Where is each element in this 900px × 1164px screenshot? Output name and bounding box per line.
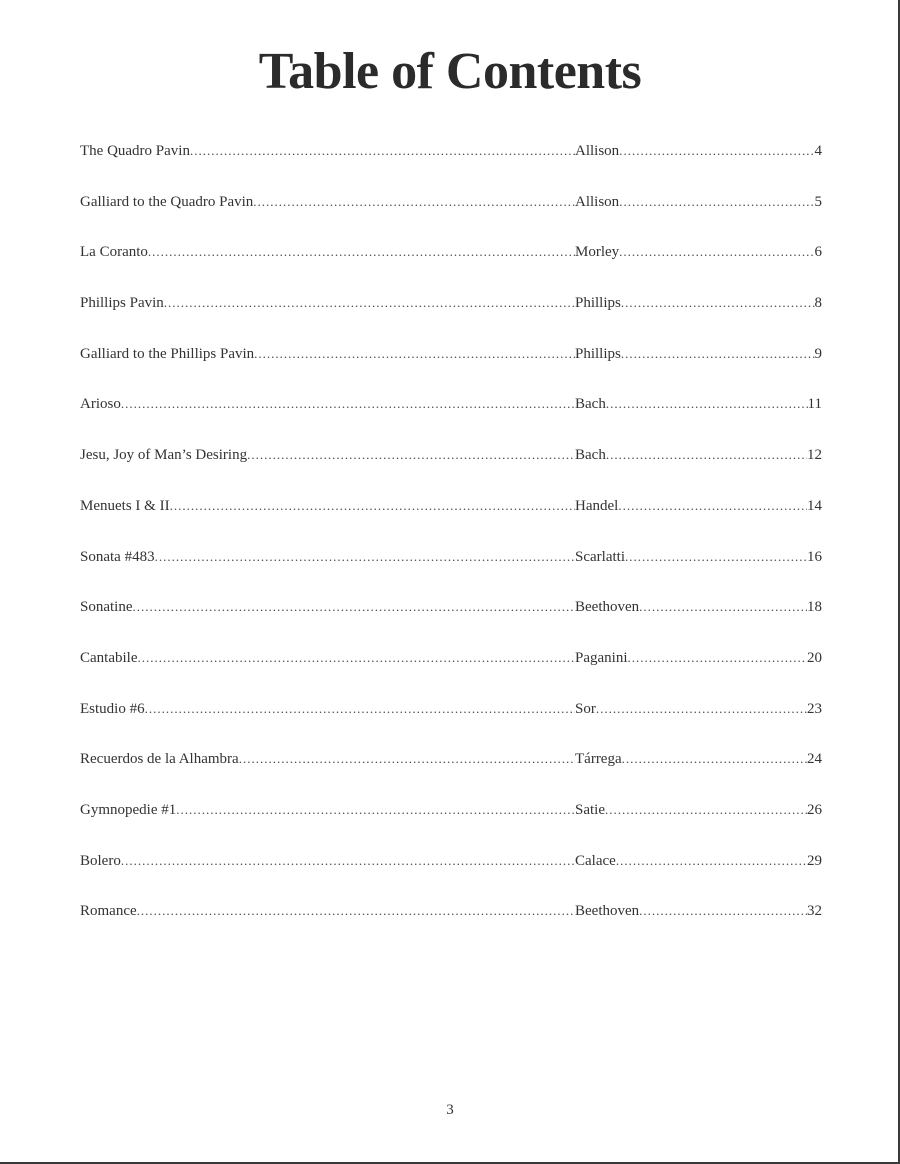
toc-entry [80,241,822,292]
page-number: 14 [807,497,822,514]
dot-leader [618,495,807,517]
composer-name: Satie [575,801,605,818]
composer-name: Phillips [575,295,621,312]
dot-leader [247,444,575,466]
toc-entry [80,343,822,394]
dot-leader [239,748,575,770]
piece-title: Galliard to the Quadro Pavin [80,193,254,210]
toc-entry [80,393,822,444]
dot-leader [606,393,808,415]
dot-leader [622,748,807,770]
dot-leader [176,799,575,821]
composer-name: Sor [575,700,596,717]
composer-name: Handel [575,497,619,514]
dot-leader [148,241,575,263]
dot-leader [606,444,807,466]
composer-name: Morley [575,244,620,261]
composer-name: Beethoven [575,599,640,616]
piece-title: Cantabile [80,649,138,666]
page-number: 29 [807,852,822,869]
toc-entry [80,596,822,647]
page-number: 12 [807,447,822,464]
piece-title: Bolero [80,852,121,869]
dot-leader [121,393,575,415]
page-number: 26 [807,801,822,818]
composer-name: Paganini [575,649,628,666]
toc-entry [80,748,822,799]
piece-title: La Coranto [80,244,148,261]
toc-entry [80,546,822,597]
composer-name: Allison [575,193,620,210]
dot-leader [170,495,575,517]
toc-entry [80,495,822,546]
dot-leader [133,596,576,618]
piece-title: Estudio #6 [80,700,145,717]
dot-leader [137,900,575,922]
toc-entry [80,799,822,850]
page-number: 9 [814,345,822,362]
piece-title: Jesu, Joy of Man’s Desiring [80,447,248,464]
dot-leader [155,546,575,568]
page-title: Table of Contents [258,43,642,100]
composer-name: Scarlatti [575,548,625,565]
page-number: 20 [807,649,822,666]
dot-leader [619,191,814,213]
toc-entry [80,191,822,242]
toc-entry [80,900,822,951]
piece-title: The Quadro Pavin [80,143,190,159]
dot-leader [619,140,814,162]
dot-leader [639,900,807,922]
page-folio: 3 [446,1102,454,1118]
dot-leader [625,546,807,568]
dot-leader [621,343,815,365]
piece-title: Menuets I & II [80,497,170,514]
dot-leader [639,596,807,618]
piece-title: Romance [80,903,137,920]
dot-leader [164,292,575,314]
piece-title: Arioso [80,396,121,413]
page-number: 4 [814,143,822,159]
page-number: 32 [807,903,822,920]
toc-entry [80,698,822,749]
composer-name: Tárrega [575,751,622,768]
table-of-contents [80,140,822,951]
toc-entry [80,292,822,343]
composer-name: Bach [575,396,606,413]
dot-leader [616,850,807,872]
page-number: 11 [807,396,822,413]
dot-leader [190,140,575,162]
page-number: 23 [807,700,822,717]
page-number: 8 [814,295,822,312]
dot-leader [621,292,815,314]
dot-leader [628,647,808,669]
page-number: 6 [814,244,822,261]
composer-name: Allison [575,143,620,159]
piece-title: Recuerdos de la Alhambra [80,751,239,768]
toc-entry [80,850,822,901]
piece-title: Gymnopedie #1 [80,801,177,818]
piece-title: Galliard to the Phillips Pavin [80,345,255,362]
composer-name: Phillips [575,345,621,362]
toc-entry [80,647,822,698]
piece-title: Phillips Pavin [80,295,164,312]
dot-leader [145,698,575,720]
toc-entry [80,140,822,191]
composer-name: Calace [575,852,616,869]
dot-leader [619,241,814,263]
dot-leader [137,647,575,669]
dot-leader [605,799,807,821]
dot-leader [253,191,575,213]
page-number: 16 [807,548,822,565]
composer-name: Bach [575,447,606,464]
dot-leader [254,343,575,365]
page-number: 24 [807,751,822,768]
piece-title: Sonata #483 [80,548,155,565]
composer-name: Beethoven [575,903,640,920]
toc-entry [80,444,822,495]
page-number: 18 [807,599,822,616]
page-number: 5 [814,193,822,210]
dot-leader [596,698,807,720]
piece-title: Sonatine [80,599,133,616]
dot-leader [121,850,575,872]
